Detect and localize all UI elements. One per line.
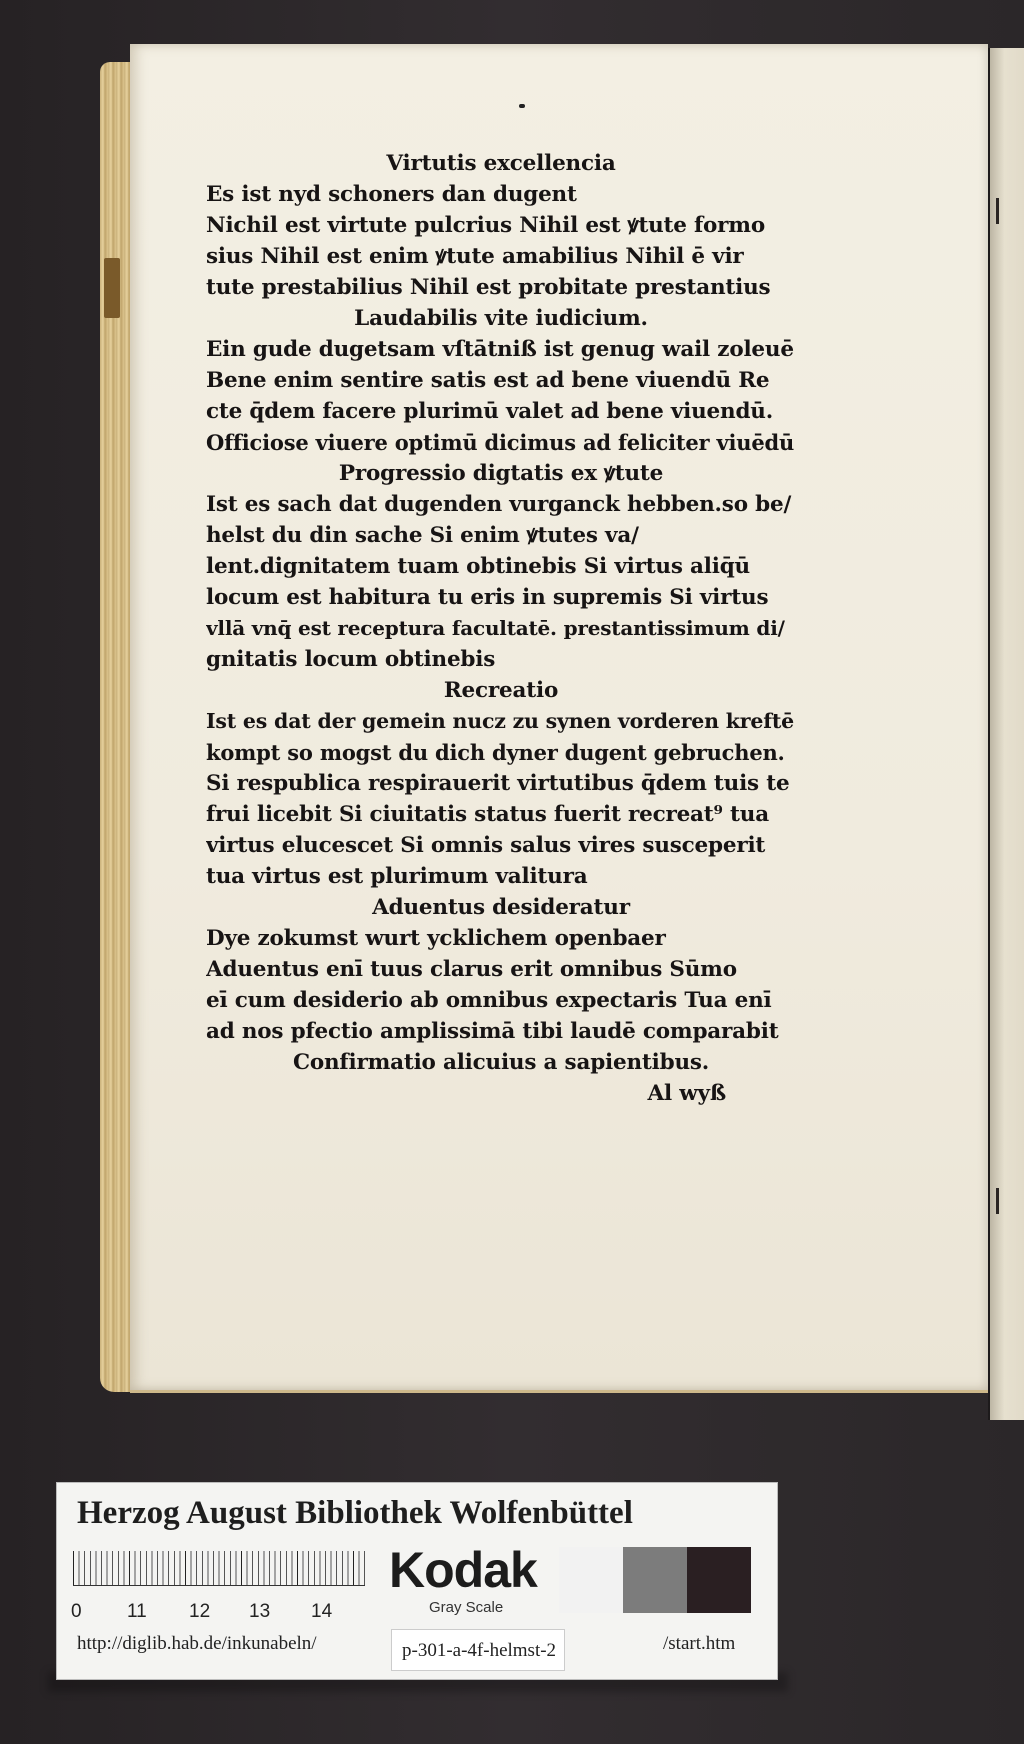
text-line: gnitatis locum obtinebis	[206, 647, 496, 672]
text-line: Al wyß	[647, 1081, 726, 1106]
section-heading: Aduentus desideratur	[372, 895, 630, 920]
calibration-card	[56, 1482, 778, 1680]
kodak-brand: Kodak	[389, 1542, 537, 1598]
ruler-number: 14	[311, 1601, 333, 1622]
section-heading: Virtutis excellencia	[386, 151, 616, 176]
gray-swatch-mid	[623, 1547, 687, 1613]
ruler-number: 12	[189, 1601, 211, 1622]
url-prefix: http://diglib.hab.de/inkunabeln/	[77, 1633, 317, 1654]
text-line: lent.dignitatem tuam obtinebis Si virtus aliq̄ū	[206, 554, 750, 579]
ruler-major-tick	[185, 1551, 186, 1585]
gray-scale-label: Gray Scale	[429, 1599, 504, 1616]
text-line: Si respublica respirauerit virtutibus q̄dem tuis te	[206, 771, 790, 796]
section-heading: Confirmatio alicuius a sapientibus.	[292, 1050, 710, 1075]
ruler-major-tick	[297, 1551, 298, 1585]
facing-page-mark	[996, 1188, 999, 1214]
ruler-scale	[73, 1551, 365, 1586]
gray-swatch-black	[687, 1547, 751, 1613]
ruler-number: 11	[127, 1601, 147, 1622]
text-line: tute prestabilius Nihil est probitate prestantius	[206, 275, 771, 300]
section-heading: Progressio digtatis ex ꝟtute	[338, 461, 664, 486]
ruler-major-tick	[241, 1551, 242, 1585]
text-line: Ist es dat der gemein nucz zu synen vorderen kreftē	[206, 709, 794, 733]
text-line: tua virtus est plurimum valitura	[206, 864, 588, 889]
text-line: Ein gude dugetsam vſtātniß ist genug wail zoleuē	[206, 337, 794, 362]
page-text	[206, 148, 796, 1109]
text-line: Officiose viuere optimū dicimus ad feliciter viuēdū	[206, 430, 795, 455]
text-line: sius Nihil est enim ꝟtute amabilius Nihil ē vir	[206, 244, 744, 269]
ruler-number: 13	[249, 1601, 271, 1622]
facing-page-mark	[996, 198, 999, 224]
section-heading: Laudabilis vite iudicium.	[354, 306, 648, 331]
text-line: ad nos pfectio amplissimā tibi laudē comparabit	[206, 1019, 779, 1044]
text-line: Nichil est virtute pulcrius Nihil est ꝟtute formo	[206, 213, 765, 238]
text-line: cte q̄dem facere plurimū valet ad bene viuendū.	[206, 399, 773, 424]
text-line: Aduentus enī tuus clarus erit omnibus Sūmo	[206, 957, 737, 982]
ruler-major-tick	[73, 1551, 74, 1585]
url-identifier-box	[391, 1629, 565, 1671]
ruler-major-tick	[353, 1551, 354, 1585]
text-line: helst du din sache Si enim ꝟtutes va/	[206, 523, 639, 548]
text-line: frui licebit Si ciuitatis status fuerit recreat⁹ tua	[206, 802, 769, 827]
facing-page-edge	[988, 48, 1024, 1420]
text-line: Dye zokumst wurt ycklichem openbaer	[206, 926, 666, 951]
url-identifier: p-301-a-4f-helmst-2	[402, 1640, 557, 1661]
text-line: Ist es sach dat dugenden vurganck hebben.so be/	[206, 492, 792, 517]
text-line: Bene enim sentire satis est ad bene viuendū Re	[206, 368, 770, 393]
text-line: kompt so mogst du dich dyner dugent gebruchen.	[206, 740, 785, 765]
gray-swatch-white	[559, 1547, 623, 1613]
ruler-numbers	[71, 1601, 381, 1625]
ruler-major-tick	[129, 1551, 130, 1585]
text-line: Es ist nyd schoners dan dugent	[206, 182, 577, 207]
text-line: virtus elucescet Si omnis salus vires susceperit	[206, 833, 766, 858]
text-line: vllā vnq̄ est receptura facultatē. prestantissimum di/	[206, 616, 785, 640]
page-speck	[519, 104, 525, 108]
text-line: eī cum desiderio ab omnibus expectaris Tua enī	[206, 988, 772, 1013]
url-suffix: /start.htm	[663, 1633, 736, 1654]
bookmark-tab	[104, 258, 120, 318]
library-title: Herzog August Bibliothek Wolfenbüttel	[77, 1495, 633, 1531]
section-heading: Recreatio	[443, 678, 559, 703]
text-line: locum est habitura tu eris in supremis Si virtus	[206, 585, 769, 610]
ruler-number: 0	[71, 1601, 82, 1622]
